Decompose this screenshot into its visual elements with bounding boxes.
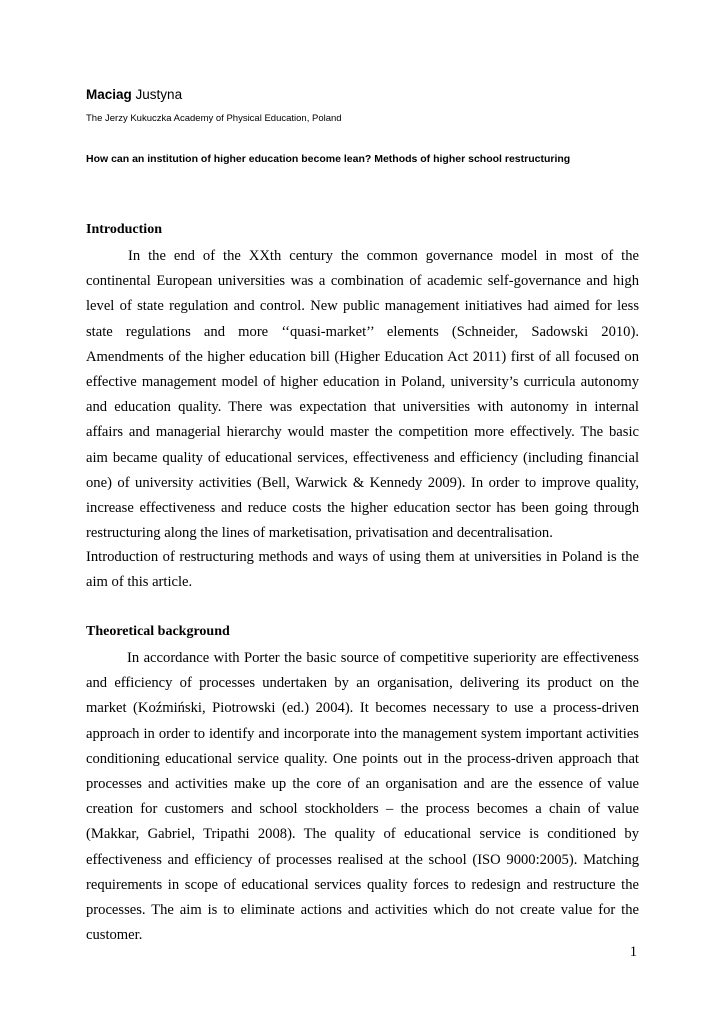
introduction-paragraph-2: Introduction of restructuring methods and ways of using them at universities in Poland is the aim of this article. <box>86 549 639 591</box>
section-heading-theoretical-background: Theoretical background <box>86 624 230 639</box>
author-given-name: Justyna <box>135 87 183 102</box>
theoretical-background-paragraph-1: In accordance with Porter the basic source of competitive superiority are effectiveness and efficiency of processes undertaken by an organisation, delivering its product on the market (Koźmiński, Piotrowski (ed.) 2004). It becomes necessary to use a process-driven approach in order to identify and incorporate into the management system important activities conditioning educational service quality. One points out in the process-driven approach that processes and activities make up the core of an organisation and are the essence of value creation for customers and school stockholders – the process becomes a chain of value (Makkar, Gabriel, Tripathi 2008). The quality of educational service is conditioned by effectiveness and efficiency of processes realised at the school (ISO 9000:2005). Matching requirements in scope of educational services quality forces to redesign and restructure the processes. The aim is to eliminate actions and activities which do not create value for the customer. <box>86 650 639 944</box>
introduction-paragraph-1: In the end of the XXth century the common governance model in most of the continental European universities was a combination of academic self-governance and high level of state regulation and control. New public management initiatives had aimed for less state regulations and more ‘‘quasi-market’’ elements (Schneider, Sadowski 2010). Amendments of the higher education bill (Higher Education Act 2011) first of all focused on effective management model of higher education in Poland, university’s curricula autonomy and education quality. There was expectation that universities with autonomy in internal affairs and managerial hierarchy would master the competition more effectively. The basic aim became quality of educational services, effectiveness and efficiency (including financial one) of university activities (Bell, Warwick & Kennedy 2009). In order to improve quality, increase effectiveness and reduce costs the higher education sector has been going through restructuring along the lines of marketisation, privatisation and decentralisation. <box>86 248 639 542</box>
section-heading-introduction: Introduction <box>86 222 162 237</box>
page-number: 1 <box>629 944 637 960</box>
author-name <box>86 86 182 104</box>
paper-title: How can an institution of higher education become lean? Methods of higher school restructuring <box>86 153 571 165</box>
author-surname: Maciag <box>86 87 132 102</box>
author-affiliation: The Jerzy Kukuczka Academy of Physical Education, Poland <box>86 113 342 124</box>
